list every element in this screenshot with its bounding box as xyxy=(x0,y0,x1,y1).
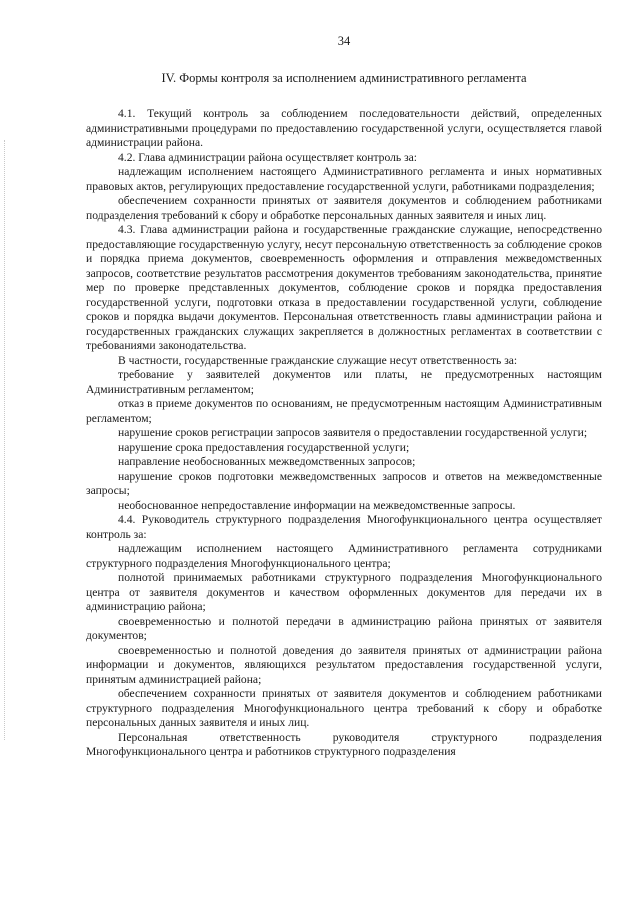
paragraph-4-4: 4.4. Руководитель структурного подразделения Многофункционального центра осуществляет контроль за: xyxy=(86,513,602,541)
list-item: обеспечением сохранности принятых от заявителя документов и соблюдением работниками структурного подразделения Многофункционального центра требований к сбору и обработке персональных данных заявителя и иных лиц. xyxy=(86,687,602,729)
list-item: требование у заявителей документов или платы, не предусмотренных настоящим Административным регламентом; xyxy=(86,368,602,396)
page-number: 34 xyxy=(337,34,351,48)
list-item: необоснованное непредоставление информации на межведомственные запросы. xyxy=(118,498,516,512)
paragraph-4-3: 4.3. Глава администрации района и государственные гражданские служащие, непосредственно предоставляющие государственную услугу, несут персональную ответственность за соблюдение сроков и порядка приема документов, своевременность оформления и отправления межведомственных запросов, соответствие результатов рассмотрения документов требованиям законодательства, принятие мер по проверке представленных документов, соблюдение сроков и порядка предоставления государственной услуги, подготовки отказа в предоставлении государственной услуги, соблюдение сроков и порядка выдачи документов. Персональная ответственность главы администрации района и государственных гражданских служащих закрепляется в должностных регламентах в соответствии с требованиями законодательства. xyxy=(86,223,602,352)
paragraph-4-1: 4.1. Текущий контроль за соблюдением последовательности действий, определенных административными процедурами по предоставлению государственной услуги, осуществляется главой администрации района. xyxy=(86,107,602,149)
list-item: надлежащим исполнением настоящего Административного регламента сотрудниками структурного подразделения Многофункционального центра; xyxy=(86,542,602,570)
list-item: отказ в приеме документов по основаниям, не предусмотренным настоящим Административным регламентом; xyxy=(86,397,602,425)
scan-margin-mark xyxy=(4,140,6,740)
list-item: нарушение сроков подготовки межведомственных запросов и ответов на межведомственные запросы; xyxy=(86,469,602,497)
document-body xyxy=(86,107,602,760)
list-item: обеспечением сохранности принятых от заявителя документов и соблюдением работниками подразделения требований к сбору и обработке персональных данных заявителя и иных лиц. xyxy=(86,194,602,222)
paragraph-responsibility-intro: В частности, государственные гражданские служащие несут ответственность за: xyxy=(118,353,518,367)
list-item: нарушение сроков регистрации запросов заявителя о предоставлении государственной услуги; xyxy=(118,426,588,439)
paragraph-4-2: 4.2. Глава администрации района осуществляет контроль за: xyxy=(118,150,418,164)
list-item: полнотой принимаемых работниками структурного подразделения Многофункционального центра от заявителя документов и качеством оформленных документов для передачи их в администрацию района; xyxy=(86,571,602,613)
list-item: направление необоснованных межведомственных запросов; xyxy=(118,455,416,468)
list-item: своевременностью и полнотой передачи в администрацию района принятых от заявителя документов; xyxy=(86,614,602,642)
list-item: нарушение срока предоставления государственной услуги; xyxy=(118,440,410,454)
paragraph-continued: Персональная ответственность руководителя структурного подразделения Многофункционального центра и работников структурного подразделения xyxy=(86,730,602,758)
section-title: IV. Формы контроля за исполнением административного регламента xyxy=(161,71,527,85)
list-item: надлежащим исполнением настоящего Административного регламента и иных нормативных правовых актов, регулирующих предоставление государственной услуги, работниками подразделения; xyxy=(86,165,602,193)
list-item: своевременностью и полнотой доведения до заявителя принятых от администрации района информации и документов, являющихся результатом предоставления государственной услуги, принятым администрацией района; xyxy=(86,643,602,686)
